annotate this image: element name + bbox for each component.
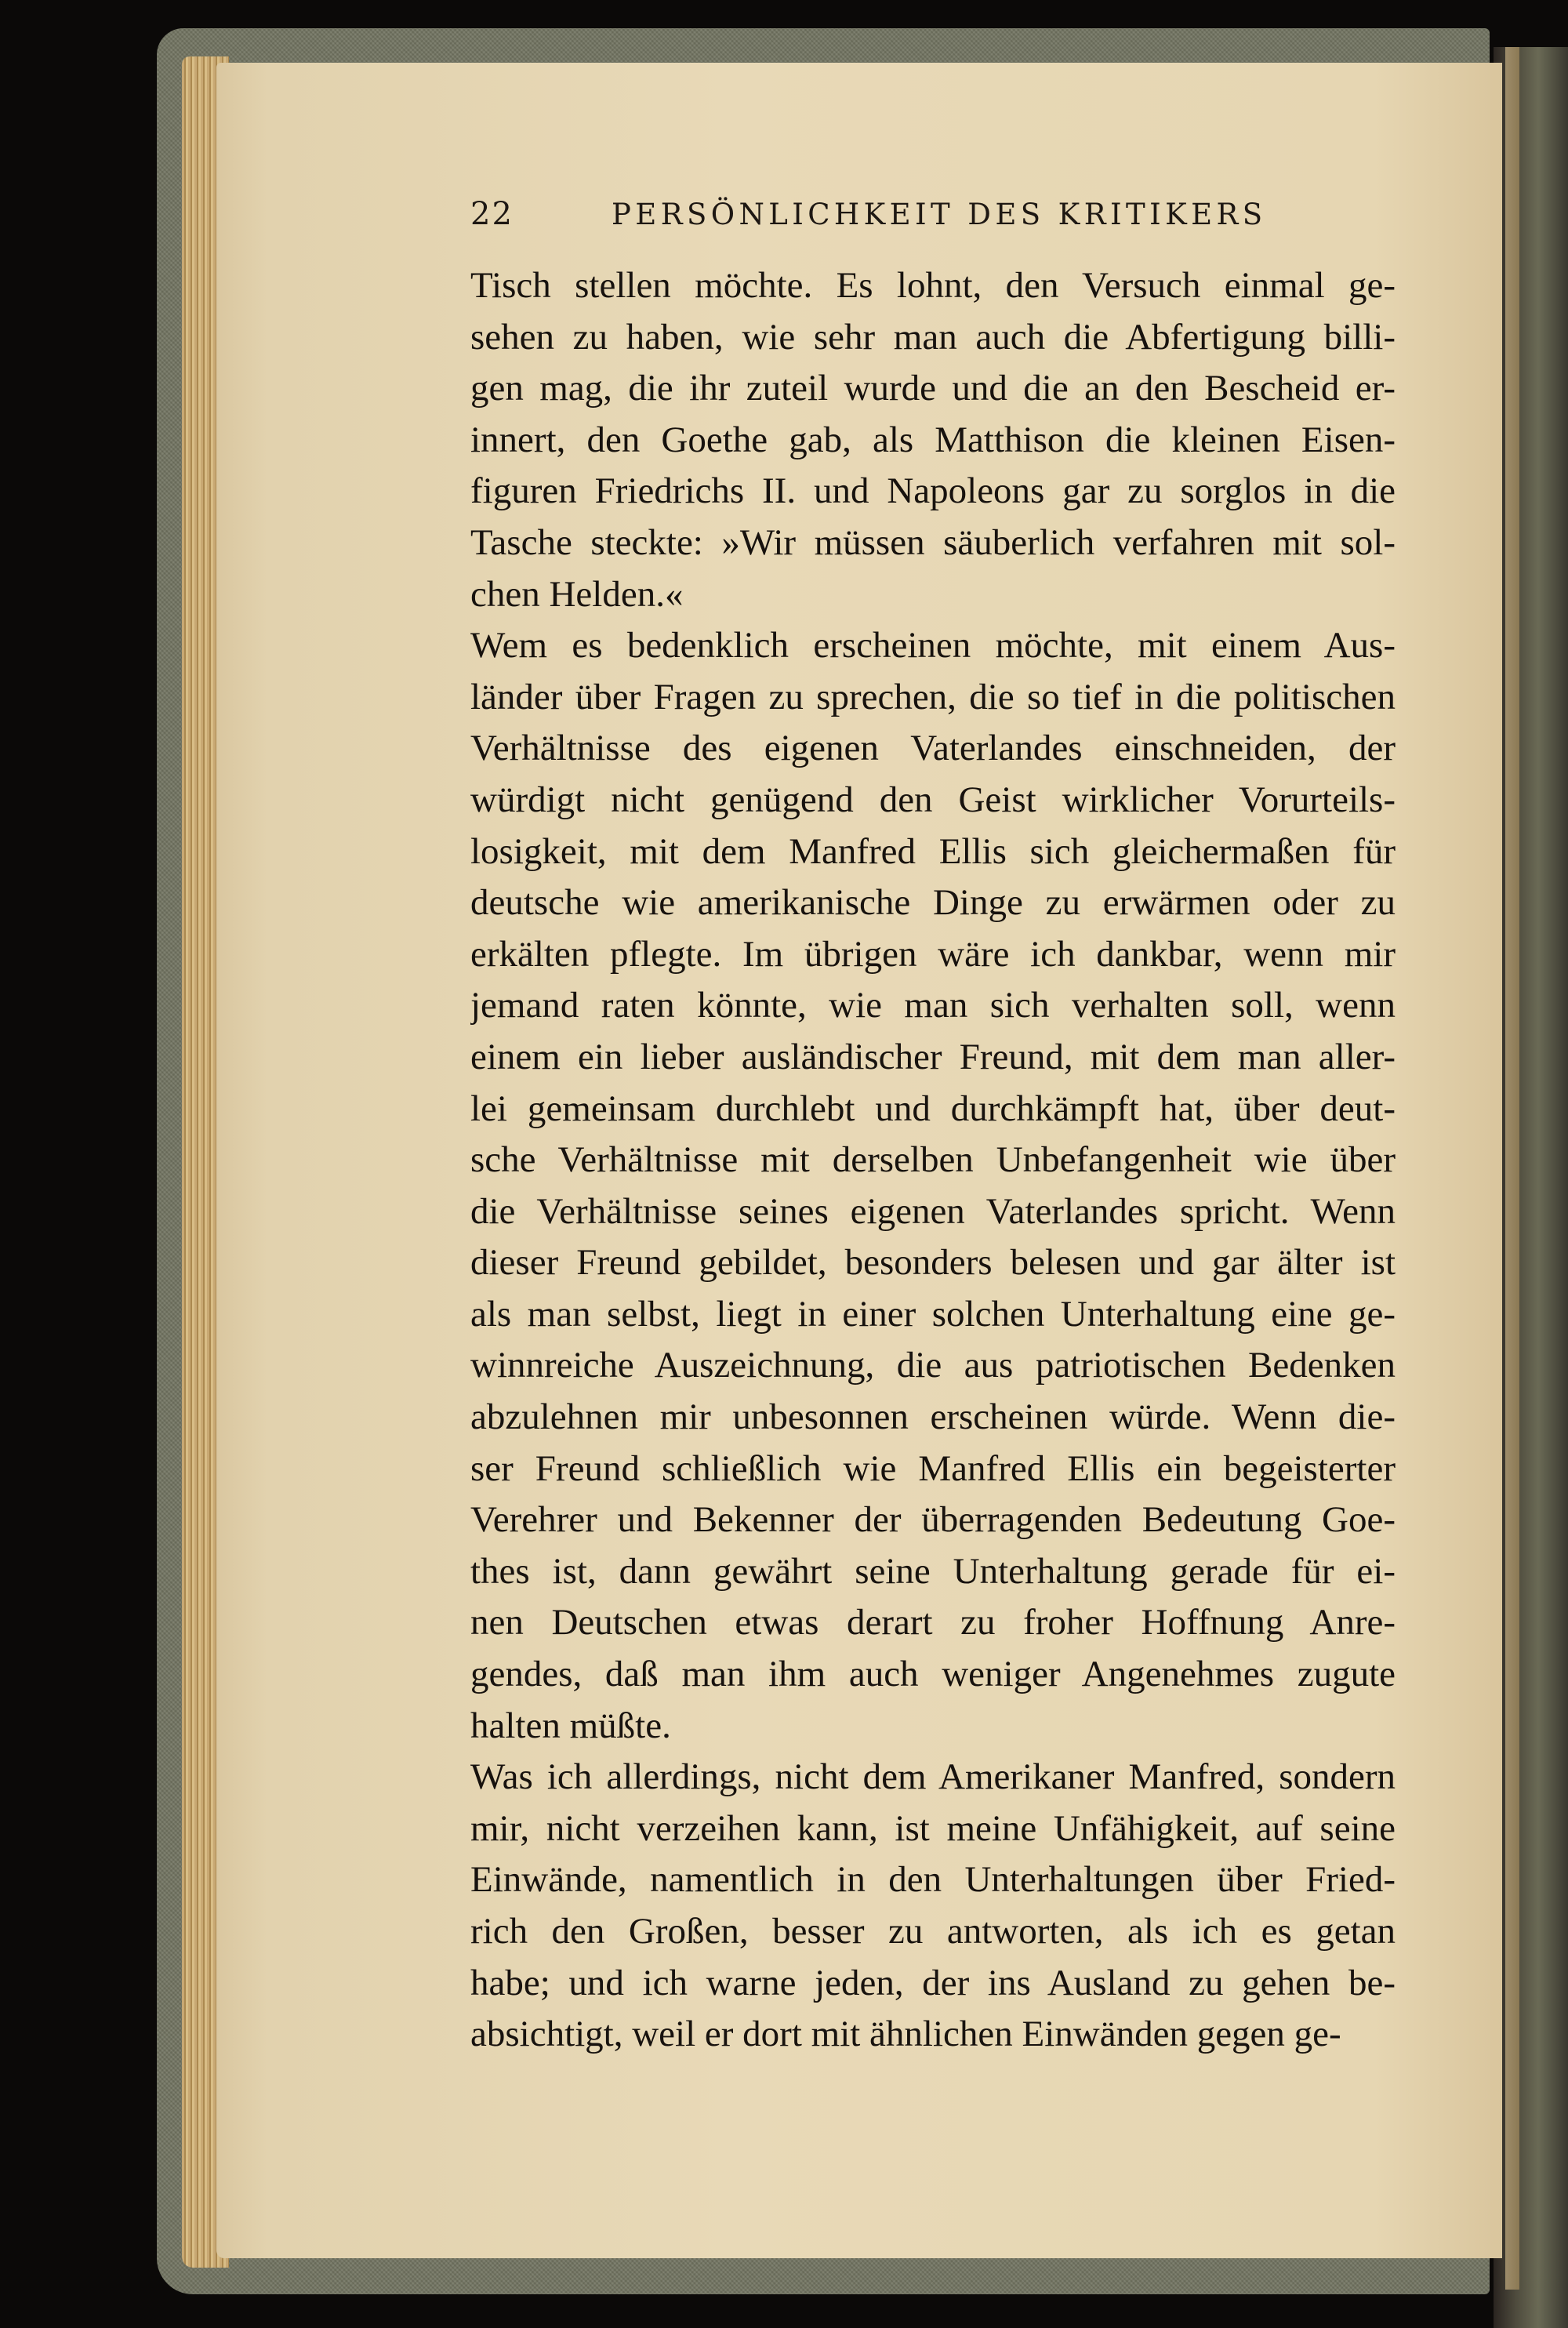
text-line: abzulehnen mir unbesonnen erscheinen würde. Wenn die- <box>470 1396 1396 1438</box>
text-line: Einwände, namentlich in den Unterhaltungen über Fried- <box>470 1859 1396 1901</box>
paragraph <box>470 260 1396 620</box>
text-line: thes ist, dann gewährt seine Unterhaltung gerade für ei- <box>470 1550 1396 1592</box>
text-line: sche Verhältnisse mit derselben Unbefangenheit wie über <box>470 1139 1396 1181</box>
text-line: innert, den Goethe gab, als Matthison die kleinen Eisen- <box>470 419 1396 460</box>
paragraph <box>470 620 1396 1752</box>
text-line: Tisch stellen möchte. Es lohnt, den Versuch einmal ge- <box>470 265 1396 306</box>
body-text <box>470 260 1396 2061</box>
text-line: rich den Großen, besser zu antworten, als ich es getan <box>470 1911 1396 1952</box>
text-line: dieser Freund gebildet, besonders belesen und gar älter ist <box>470 1242 1396 1284</box>
text-line: jemand raten könnte, wie man sich verhalten soll, wenn <box>470 985 1396 1026</box>
text-line: länder über Fragen zu sprechen, die so tief in die politischen <box>470 676 1396 717</box>
text-line: würdigt nicht genügend den Geist wirklicher Vorurteils- <box>470 779 1396 820</box>
text-line: mir, nicht verzeihen kann, ist meine Unfähigkeit, auf seine <box>470 1807 1396 1849</box>
text-line: deutsche wie amerikanische Dinge zu erwärmen oder zu <box>470 882 1396 924</box>
text-line: als man selbst, liegt in einer solchen Unterhaltung eine ge- <box>470 1293 1396 1335</box>
text-line: figuren Friedrichs II. und Napoleons gar zu sorglos in die <box>470 470 1396 512</box>
text-line: losigkeit, mit dem Manfred Ellis sich gleichermaßen für <box>470 830 1396 872</box>
text-line: erkälten pflegte. Im übrigen wäre ich dankbar, wenn mir <box>470 933 1396 975</box>
text-line: Tasche steckte: »Wir müssen säuberlich verfahren mit sol- <box>470 521 1396 563</box>
text-line: chen Helden.« <box>470 573 684 615</box>
running-head-title: PERSÖNLICHKEIT DES KRITIKERS <box>612 197 1267 231</box>
text-line: Wem es bedenklich erscheinen möchte, mit einem Aus- <box>470 625 1396 666</box>
text-line: halten müßte. <box>470 1705 671 1746</box>
text-line: absichtigt, weil er dort mit ähnlichen Einwänden gegen ge- <box>470 2014 1341 2055</box>
text-line: einem ein lieber ausländischer Freund, mit dem man aller- <box>470 1036 1396 1077</box>
text-line: habe; und ich warne jeden, der ins Ausland zu gehen be- <box>470 1962 1396 2003</box>
text-line: Was ich allerdings, nicht dem Amerikaner Manfred, sondern <box>470 1756 1396 1798</box>
text-line: die Verhältnisse seines eigenen Vaterlandes spricht. Wenn <box>470 1190 1396 1232</box>
text-line: nen Deutschen etwas derart zu froher Hoffnung Anre- <box>470 1602 1396 1643</box>
running-head <box>470 187 1267 242</box>
text-line: Verehrer und Bekenner der überragenden Bedeutung Goe- <box>470 1499 1396 1541</box>
text-line: gendes, daß man ihm auch weniger Angenehmes zugute <box>470 1654 1396 1695</box>
text-line: winnreiche Auszeichnung, die aus patriotischen Bedenken <box>470 1345 1396 1386</box>
next-page-edge <box>1505 47 1519 2290</box>
page-number: 22 <box>470 196 514 232</box>
text-line: lei gemeinsam durchlebt und durchkämpft hat, über deut- <box>470 1088 1396 1129</box>
text-line: sehen zu haben, wie sehr man auch die Abfertigung billi- <box>470 316 1396 358</box>
text-line: gen mag, die ihr zuteil wurde und die an den Bescheid er- <box>470 368 1396 409</box>
text-line: Verhältnisse des eigenen Vaterlandes einschneiden, der <box>470 728 1396 769</box>
paragraph <box>470 1752 1396 2061</box>
text-line: ser Freund schließlich wie Manfred Ellis ein begeisterter <box>470 1447 1396 1489</box>
